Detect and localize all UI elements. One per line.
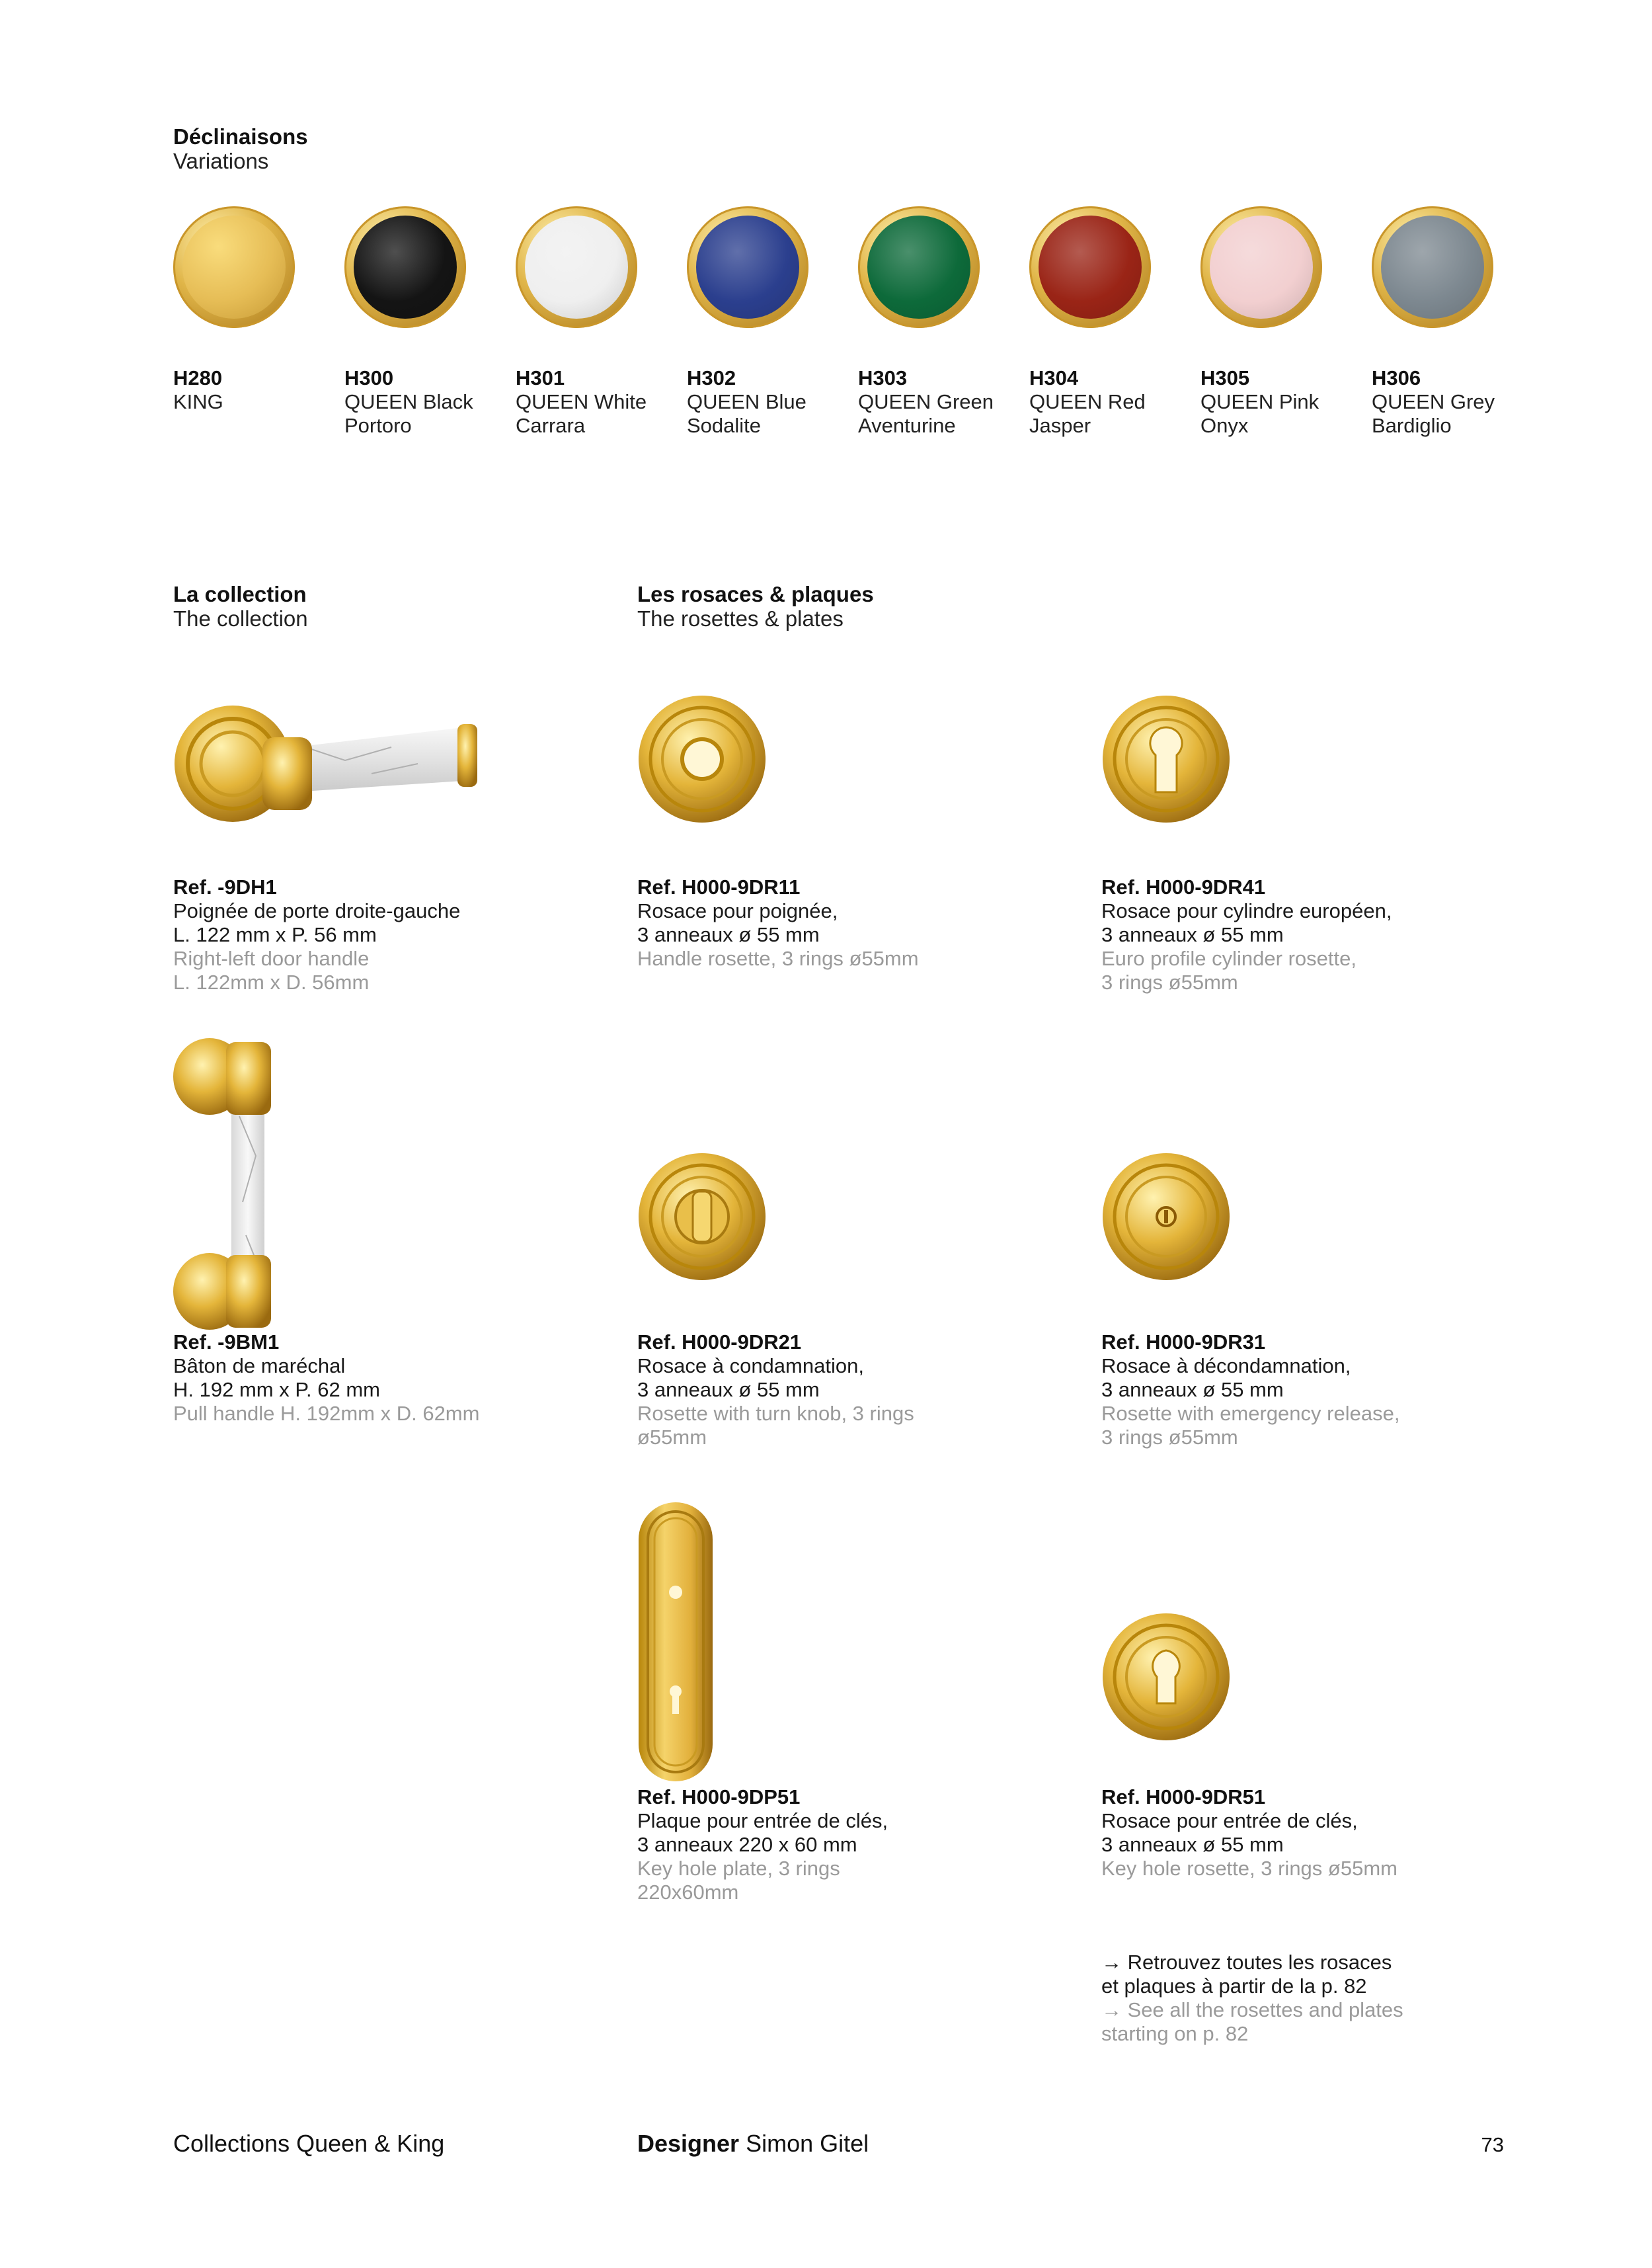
rosette-item-emergency-release xyxy=(1101,1330,1399,1449)
note-fr-line2: et plaques à partir de la p. 82 xyxy=(1101,1974,1367,1998)
description-en: Rosette with emergency release, xyxy=(1101,1402,1400,1425)
description-fr: Rosace à décondamnation, xyxy=(1101,1354,1351,1377)
designer-label: Designer xyxy=(637,2130,740,2157)
note-en-line1: → See all the rosettes and plates xyxy=(1101,1998,1403,2021)
description-fr: Rosace pour cylindre européen, xyxy=(1101,899,1392,922)
variation-material xyxy=(1381,216,1484,319)
collection-heading-en: The collection xyxy=(173,606,308,631)
variation-material-name: Carrara xyxy=(516,414,586,437)
variations-heading-fr: Déclinaisons xyxy=(173,124,308,149)
description-en: Rosette with turn knob, 3 rings xyxy=(637,1402,914,1425)
variation-name: QUEEN Pink xyxy=(1200,390,1319,413)
dimensions-fr: 3 anneaux ø 55 mm xyxy=(1101,923,1284,946)
description-fr: Plaque pour entrée de clés, xyxy=(637,1809,888,1832)
variation-swatch-h304 xyxy=(1029,206,1151,328)
ref-label: Ref. H000-9DR11 xyxy=(637,875,801,899)
description-en: Key hole plate, 3 rings xyxy=(637,1857,840,1880)
variation-code: H301 xyxy=(516,366,565,389)
variation-label-h306 xyxy=(1372,366,1495,438)
dimensions-en: ø55mm xyxy=(637,1426,707,1449)
emergency-release-rosette-image xyxy=(1100,1151,1232,1283)
rosettes-heading-fr: Les rosaces & plaques xyxy=(637,582,874,606)
variation-code: H302 xyxy=(687,366,736,389)
rosette-item-turn-knob xyxy=(637,1330,914,1449)
variations-heading-en: Variations xyxy=(173,149,269,173)
rosettes-heading xyxy=(637,582,874,631)
variation-label-h280 xyxy=(173,366,223,414)
dimensions-fr: 3 anneaux ø 55 mm xyxy=(1101,1833,1284,1856)
variation-name: QUEEN Red xyxy=(1029,390,1146,413)
dimensions-en: 3 rings ø55mm xyxy=(1101,1426,1238,1449)
variation-label-h300 xyxy=(344,366,473,438)
ref-label: Ref. H000-9DR31 xyxy=(1101,1330,1266,1354)
rosette-item-key-hole-plate xyxy=(637,1785,888,1904)
footer-designer xyxy=(637,2130,869,2157)
variation-material xyxy=(1039,216,1142,319)
cylinder-rosette-image xyxy=(1100,693,1232,825)
ref-label: Ref. -9DH1 xyxy=(173,875,277,899)
description-en: Right-left door handle xyxy=(173,947,370,970)
ref-label: Ref. H000-9DP51 xyxy=(637,1785,801,1808)
ref-label: Ref. H000-9DR41 xyxy=(1101,875,1266,899)
description-en: Key hole rosette, 3 rings ø55mm xyxy=(1101,1857,1397,1880)
collection-heading xyxy=(173,582,308,631)
variation-label-h305 xyxy=(1200,366,1319,438)
description-fr: Rosace pour poignée, xyxy=(637,899,838,922)
rosettes-heading-en: The rosettes & plates xyxy=(637,606,844,631)
collection-item-pull-handle xyxy=(173,1330,479,1426)
variation-code: H303 xyxy=(858,366,908,389)
variation-material xyxy=(525,216,628,319)
variation-material-name: Aventurine xyxy=(858,414,956,437)
variation-label-h303 xyxy=(858,366,994,438)
variation-label-h302 xyxy=(687,366,806,438)
variation-material xyxy=(1210,216,1313,319)
description-fr: Poignée de porte droite-gauche xyxy=(173,899,461,922)
note-fr-line1: → Retrouvez toutes les rosaces xyxy=(1101,1951,1392,1974)
variation-name: QUEEN Green xyxy=(858,390,994,413)
handle-rosette-image xyxy=(636,693,768,825)
variation-name: KING xyxy=(173,390,223,413)
variation-name: QUEEN White xyxy=(516,390,647,413)
variation-material-name: Bardiglio xyxy=(1372,414,1452,437)
variation-label-h301 xyxy=(516,366,647,438)
variation-swatch-h303 xyxy=(858,206,980,328)
dimensions-fr: 3 anneaux 220 x 60 mm xyxy=(637,1833,857,1856)
variation-swatch-h301 xyxy=(516,206,637,328)
variation-material xyxy=(867,216,970,319)
dimensions-en: 220x60mm xyxy=(637,1881,739,1904)
description-en: Pull handle H. 192mm x D. 62mm xyxy=(173,1402,480,1425)
description-fr: Rosace à condamnation, xyxy=(637,1354,864,1377)
variation-name: QUEEN Black xyxy=(344,390,473,413)
variation-label-h304 xyxy=(1029,366,1146,438)
door-handle-image xyxy=(173,701,484,833)
variation-code: H306 xyxy=(1372,366,1421,389)
variation-swatch-h280 xyxy=(173,206,295,328)
variation-material-name: Onyx xyxy=(1200,414,1249,437)
pull-handle-image xyxy=(173,1037,286,1334)
variations-heading xyxy=(173,124,308,173)
description-fr: Rosace pour entrée de clés, xyxy=(1101,1809,1358,1832)
variation-swatch-h306 xyxy=(1372,206,1493,328)
note-en-line2: starting on p. 82 xyxy=(1101,2022,1249,2045)
variation-name: QUEEN Grey xyxy=(1372,390,1495,413)
collection-item-door-handle xyxy=(173,875,460,994)
page-number: 73 xyxy=(1481,2133,1504,2156)
ref-label: Ref. -9BM1 xyxy=(173,1330,280,1354)
variation-name: QUEEN Blue xyxy=(687,390,806,413)
description-en: Handle rosette, 3 rings ø55mm xyxy=(637,947,919,970)
dimensions-fr: 3 anneaux ø 55 mm xyxy=(637,1378,820,1401)
variation-material xyxy=(182,216,286,319)
dimensions-fr: L. 122 mm x P. 56 mm xyxy=(173,923,377,946)
variation-material-name: Sodalite xyxy=(687,414,762,437)
variation-material-name: Portoro xyxy=(344,414,412,437)
see-all-note xyxy=(1101,1951,1403,2046)
variation-swatch-h300 xyxy=(344,206,466,328)
description-fr: Bâton de maréchal xyxy=(173,1354,346,1377)
description-en: Euro profile cylinder rosette, xyxy=(1101,947,1357,970)
variation-code: H300 xyxy=(344,366,394,389)
dimensions-en: 3 rings ø55mm xyxy=(1101,971,1238,994)
dimensions-fr: H. 192 mm x P. 62 mm xyxy=(173,1378,380,1401)
variation-swatch-h302 xyxy=(687,206,808,328)
turn-knob-rosette-image xyxy=(636,1151,768,1283)
rosette-item-handle xyxy=(637,875,919,971)
key-hole-rosette-image xyxy=(1100,1611,1232,1743)
rosette-item-key-hole xyxy=(1101,1785,1397,1881)
variation-swatch-h305 xyxy=(1200,206,1322,328)
variation-material-name: Jasper xyxy=(1029,414,1091,437)
rosette-item-cylinder xyxy=(1101,875,1392,994)
key-hole-plate-image xyxy=(636,1500,715,1784)
dimensions-en: L. 122mm x D. 56mm xyxy=(173,971,370,994)
variation-material xyxy=(354,216,457,319)
variation-code: H304 xyxy=(1029,366,1079,389)
ref-label: Ref. H000-9DR21 xyxy=(637,1330,802,1354)
ref-label: Ref. H000-9DR51 xyxy=(1101,1785,1266,1808)
collection-heading-fr: La collection xyxy=(173,582,307,606)
footer-collection: Collections Queen & King xyxy=(173,2130,445,2157)
dimensions-fr: 3 anneaux ø 55 mm xyxy=(1101,1378,1284,1401)
variation-code: H280 xyxy=(173,366,223,389)
dimensions-fr: 3 anneaux ø 55 mm xyxy=(637,923,820,946)
variation-code: H305 xyxy=(1200,366,1250,389)
designer-name: Simon Gitel xyxy=(746,2130,869,2157)
variation-material xyxy=(696,216,799,319)
